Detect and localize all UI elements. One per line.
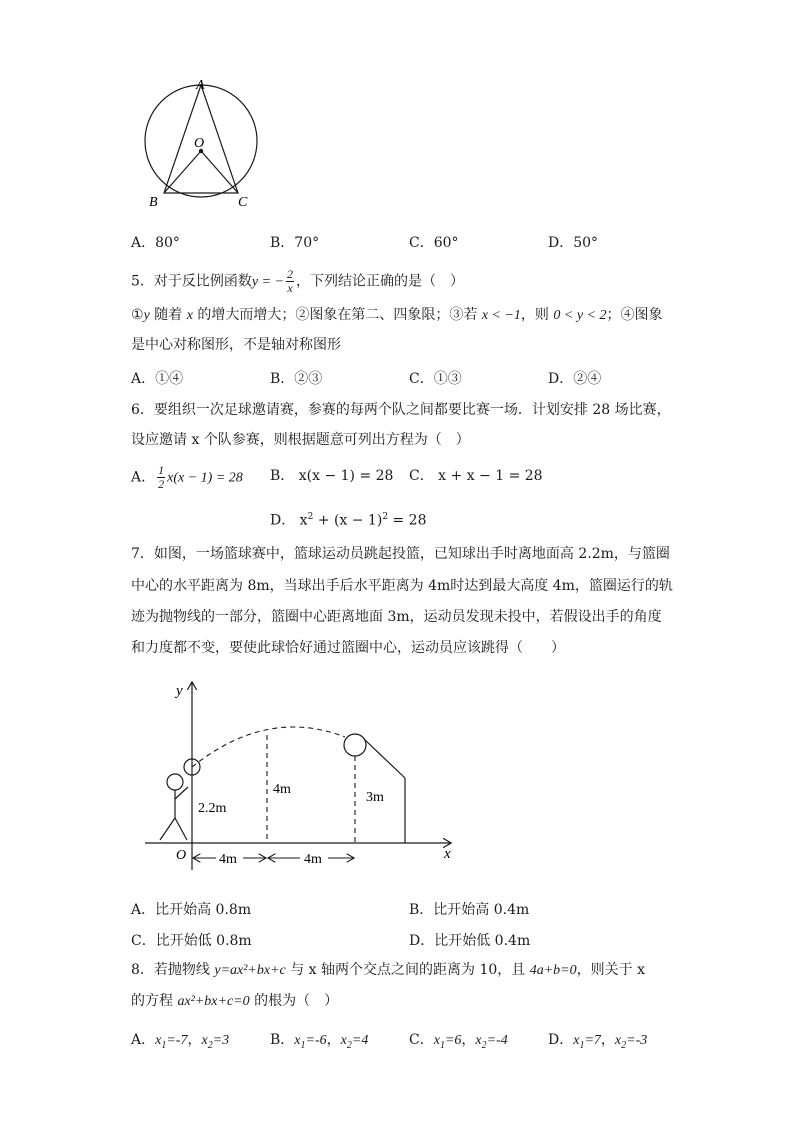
q8-opt-b-x2: $x_2=4$ xyxy=(340,1033,369,1051)
q5-function-lhs: y = − xyxy=(251,274,285,290)
q6-option-c[interactable]: C． x + x − 1 = 28 xyxy=(409,468,543,484)
q8-opt-a-x1-val: -7 xyxy=(175,1033,188,1048)
q7-option-d[interactable]: D．比开始低 0.4m xyxy=(409,933,531,949)
q6-option-a[interactable] xyxy=(131,464,243,491)
q5-s-g: ，则 xyxy=(520,307,554,323)
q4-option-c[interactable]: C．60° xyxy=(409,235,459,251)
q6-opt-d-label: D． x xyxy=(270,512,308,529)
q6-opt-a-den: 2 xyxy=(158,477,165,491)
q8-opt-c-x2: $x_2=-4$ xyxy=(475,1033,508,1051)
q8-l1-c: 与 x 轴两个交点之间的距离为 10，且 xyxy=(285,962,530,978)
q7-stem-line4: 和力度都不变，要使此球恰好通过篮圈中心，运动员应该跳得（ ） xyxy=(131,640,565,656)
q8-opt-a-x2: $x_2=3$ xyxy=(201,1033,230,1051)
player-leg-left xyxy=(160,818,175,840)
y-axis-label: y xyxy=(176,683,183,699)
q8-opt-a-x1: $x_1=-7$ xyxy=(155,1033,188,1051)
q4-option-a[interactable]: A．80° xyxy=(131,235,180,251)
circle-triangle-figure xyxy=(135,75,270,215)
player-head xyxy=(167,774,183,790)
q8-option-a[interactable]: A．$x_1=-7$，$x_2=3$ xyxy=(131,1032,230,1051)
q5-option-d[interactable]: D．②④ xyxy=(548,371,602,387)
q8-stem-line1 xyxy=(131,960,645,981)
q8-opt-c-x1-val: 6 xyxy=(454,1033,462,1048)
distance-label-1: 4m xyxy=(219,852,237,867)
q6-option-b[interactable]: B． x(x − 1) = 28 xyxy=(270,468,394,484)
q8-l1-d: 4a+b=0 xyxy=(529,963,577,978)
label-b: B xyxy=(149,195,158,210)
q5-option-a[interactable]: A．①④ xyxy=(131,371,184,387)
q5-s-c: 随着 xyxy=(149,307,187,323)
trajectory-dashed xyxy=(192,727,345,767)
q8-l1-b: y=ax²+bx+c xyxy=(214,963,286,978)
q8-opt-d-x1: $x_1=7$ xyxy=(573,1033,601,1051)
q8-opt-b-x2-val: 4 xyxy=(361,1033,369,1048)
origin-label: O xyxy=(176,848,187,863)
q5-option-c[interactable]: C．①③ xyxy=(409,371,462,387)
q5-s-d: x xyxy=(186,308,193,323)
q8-opt-a-label: A． xyxy=(131,1032,156,1048)
q6-stem-line1: 6．要组织一次足球邀请赛，参赛的每两个队之间都要比赛一场．计划安排 28 场比赛， xyxy=(131,402,671,418)
q5-frac-den: x xyxy=(287,281,293,295)
q5-s-b: y xyxy=(143,308,150,323)
label-o: O xyxy=(194,136,205,151)
q7-option-b[interactable]: B．比开始高 0.4m xyxy=(409,902,530,918)
q6-opt-d-sup1: 2 xyxy=(307,512,314,522)
q4-option-b[interactable]: B．70° xyxy=(270,235,320,251)
q6-opt-d-tail: = 28 xyxy=(388,512,427,529)
q6-option-d[interactable] xyxy=(270,507,427,531)
q5-stem xyxy=(131,268,464,295)
q6-opt-a-num: 1 xyxy=(158,463,165,477)
q7-stem-line1: 7．如图，一场篮球赛中，篮球运动员跳起投篮，已知球出手时离地面高 2.2m，与篮圈 xyxy=(131,546,670,562)
q8-l1-e: ，则关于 x xyxy=(576,962,645,978)
q7-stem-line3: 迹为抛物线的一部分，篮圈中心距离地面 3m，运动员发现未投中，若假设出手的角度 xyxy=(131,609,662,625)
q6-opt-a-rest: x(x − 1) = 28 xyxy=(167,470,243,486)
q5-s-h: 0 < y < 2 xyxy=(553,308,607,323)
q6-opt-a-label: A． xyxy=(131,469,156,486)
hoop-post-diagonal xyxy=(364,739,405,778)
hoop-ball xyxy=(344,734,366,756)
q8-l1-a: 8．若抛物线 xyxy=(131,962,215,978)
x-axis-label: x xyxy=(444,846,451,862)
q8-opt-c-label: C． xyxy=(409,1032,434,1048)
player-arm xyxy=(175,787,188,799)
q5-s-e: 的增大而增大；②图象在第二、四象限；③若 xyxy=(192,307,482,323)
q8-opt-c-x1: $x_1=6$ xyxy=(433,1033,462,1051)
q8-opt-d-x2: $x_2=-3$ xyxy=(614,1033,648,1051)
player-leg-right xyxy=(175,818,187,840)
q8-opt-c-x2-val: -4 xyxy=(496,1033,508,1048)
q5-option-b[interactable]: B．②③ xyxy=(270,371,323,387)
q6-opt-d-rest: + (x − 1) xyxy=(313,512,383,529)
q8-opt-d-label: D． xyxy=(548,1032,574,1048)
q5-suffix: ，下列结论正确的是（ ） xyxy=(296,273,465,290)
q5-s-f: x < −1 xyxy=(481,308,521,323)
q8-option-c[interactable]: C．$x_1=6$，$x_2=-4$ xyxy=(409,1032,508,1051)
q5-frac-num: 2 xyxy=(287,267,294,281)
q6-stem-line2: 设应邀请 x 个队参赛，则根据题意可列出方程为（ ） xyxy=(131,432,470,448)
distance-label-2: 4m xyxy=(304,852,322,867)
max-height-label: 4m xyxy=(273,782,291,797)
q8-l2-c: 的根为（ ） xyxy=(249,993,339,1009)
release-height-label: 2.2m xyxy=(198,801,227,816)
q8-option-b[interactable]: B．$x_1=-6$，$x_2=4$ xyxy=(270,1032,369,1051)
label-c: C xyxy=(238,195,248,210)
q8-l2-b: ax²+bx+c=0 xyxy=(177,994,250,1009)
q8-opt-b-x1: $x_1=-6$ xyxy=(294,1033,327,1051)
q8-opt-b-label: B． xyxy=(270,1032,295,1048)
q5-s-a: ① xyxy=(131,307,144,323)
q8-opt-d-x1-val: 7 xyxy=(593,1033,601,1048)
q5-s-i: ；④图象 xyxy=(606,307,663,323)
q8-option-d[interactable]: D．$x_1=7$，$x_2=-3$ xyxy=(548,1032,648,1051)
q5-prefix: 5．对于反比例函数 xyxy=(131,273,252,290)
q8-stem-line2 xyxy=(131,991,338,1012)
segment-ob xyxy=(164,151,201,193)
q6-opt-d-sup2: 2 xyxy=(382,512,389,522)
q4-option-d[interactable]: D．50° xyxy=(548,235,599,251)
basketball-figure xyxy=(140,675,470,880)
q7-option-c[interactable]: C．比开始低 0.8m xyxy=(131,933,252,949)
q6-opt-a-fraction xyxy=(157,464,165,491)
q7-option-a[interactable]: A．比开始高 0.8m xyxy=(131,902,252,918)
q8-opt-a-x2-val: 3 xyxy=(222,1033,230,1048)
q5-statements-line2: 是中心对称图形，不是轴对称图形 xyxy=(131,337,341,353)
q5-fraction xyxy=(286,268,294,295)
q8-opt-b-x1-val: -6 xyxy=(314,1033,327,1048)
q8-l2-a: 的方程 xyxy=(131,993,178,1009)
q5-statements-line1 xyxy=(131,305,662,326)
segment-oc xyxy=(201,151,238,193)
q8-opt-d-x2-val: -3 xyxy=(635,1033,648,1048)
q7-stem-line2: 中心的水平距离为 8m，当球出手后水平距离为 4m时达到最大高度 4m，篮圈运行的轨 xyxy=(131,578,673,594)
label-a: A xyxy=(196,78,205,93)
hoop-height-label: 3m xyxy=(366,790,384,805)
